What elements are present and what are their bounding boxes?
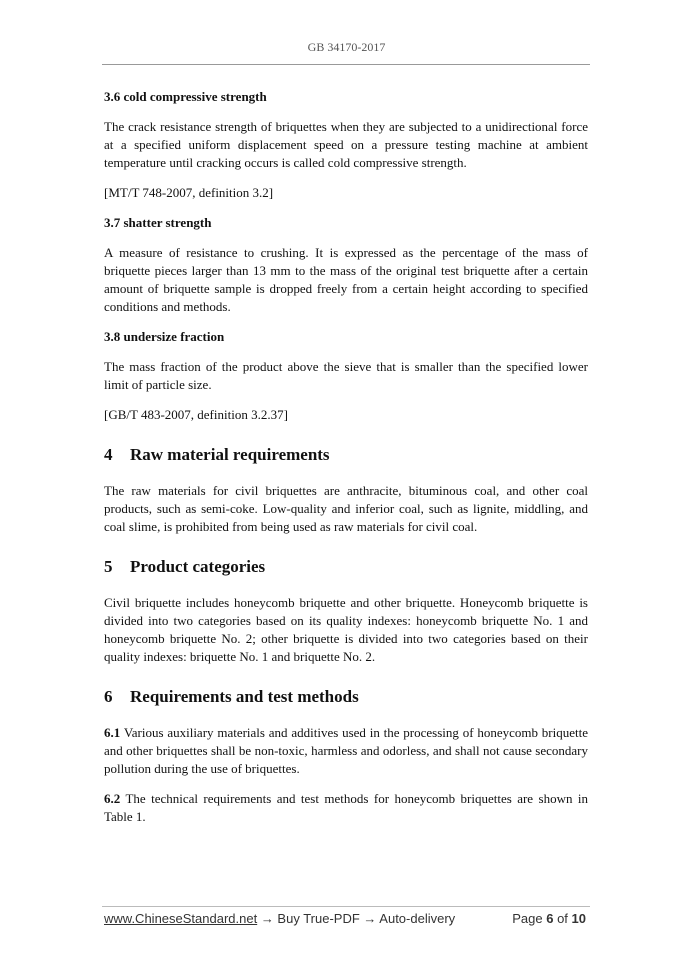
page-number: 6 (546, 911, 554, 926)
paragraph-5: Civil briquette includes honeycomb briquette and other briquette. Honeycomb briquette is divided into two categories based on its quality indexes: honeycomb briquette No. 1 and honeycomb briquette No. 2; other briquette is divided into two categories based on their quality indexes: briquette No. 1 and briquette No. 2. (104, 595, 588, 664)
heading-6 (104, 686, 588, 708)
paragraph-3-8: The mass fraction of the product above the sieve that is smaller than the specified lower limit of particle size. (104, 359, 588, 392)
page-indicator (512, 911, 586, 926)
page-total: 10 (571, 911, 586, 926)
heading-3-6: 3.6 cold compressive strength (104, 89, 267, 104)
paragraph-3-6: The crack resistance strength of briquettes when they are subjected to a unidirectional force at a specified uniform displacement speed on a pressure testing machine at ambient temperature until cracking occurs is called cold compressive strength. (104, 119, 588, 170)
clause-text-6-2: The technical requirements and test methods for honeycomb briquettes are shown in Table 1. (104, 791, 588, 824)
paragraph-3-7: A measure of resistance to crushing. It is expressed as the percentage of the mass of briquette pieces larger than 13 mm to the mass of the original test briquette after a certain amount of briquette sample is dropped freely from a certain height according to specified conditions and methods. (104, 245, 588, 314)
website-link[interactable]: www.ChineseStandard.net (104, 911, 258, 926)
clause-text-6-1: Various auxiliary materials and additives used in the processing of honeycomb briquette and other briquettes shall be non-toxic, harmless and odorless, and shall not cause secondary pollution during the use of briquettes. (104, 725, 588, 776)
page-footer (104, 911, 588, 926)
section-title-4: Raw material requirements (130, 445, 330, 464)
heading-3-8: 3.8 undersize fraction (104, 329, 225, 344)
reference-3-6: [MT/T 748-2007, definition 3.2] (104, 185, 274, 200)
footer-divider (102, 906, 590, 907)
heading-3-7: 3.7 shatter strength (104, 215, 212, 230)
section-number-4: 4 (104, 445, 113, 464)
header-divider (102, 64, 590, 65)
reference-3-8: [GB/T 483-2007, definition 3.2.37] (104, 407, 288, 422)
section-number-6: 6 (104, 687, 113, 706)
section-title-5: Product categories (130, 557, 266, 576)
paragraph-6-2 (104, 790, 588, 826)
clause-number-6-1: 6.1 (104, 725, 121, 740)
paragraph-4: The raw materials for civil briquettes are anthracite, bituminous coal, and other coal products, such as semi-coke. Low-quality and inferior coal, such as lignite, middling, and coal slime, is prohibited from being used as raw materials for civil coal. (104, 483, 588, 534)
paragraph-6-1 (104, 724, 588, 778)
clause-number-6-2: 6.2 (104, 791, 121, 806)
section-number-5: 5 (104, 557, 113, 576)
heading-4 (104, 444, 588, 466)
standard-code-header: GB 34170-2017 (307, 40, 386, 54)
footer-tagline: → Buy True-PDF → Auto-delivery (257, 911, 456, 926)
page-content (104, 88, 588, 838)
page-label: Page (512, 911, 543, 926)
heading-5 (104, 556, 588, 578)
of-label: of (557, 911, 568, 926)
section-title-6: Requirements and test methods (130, 687, 359, 706)
